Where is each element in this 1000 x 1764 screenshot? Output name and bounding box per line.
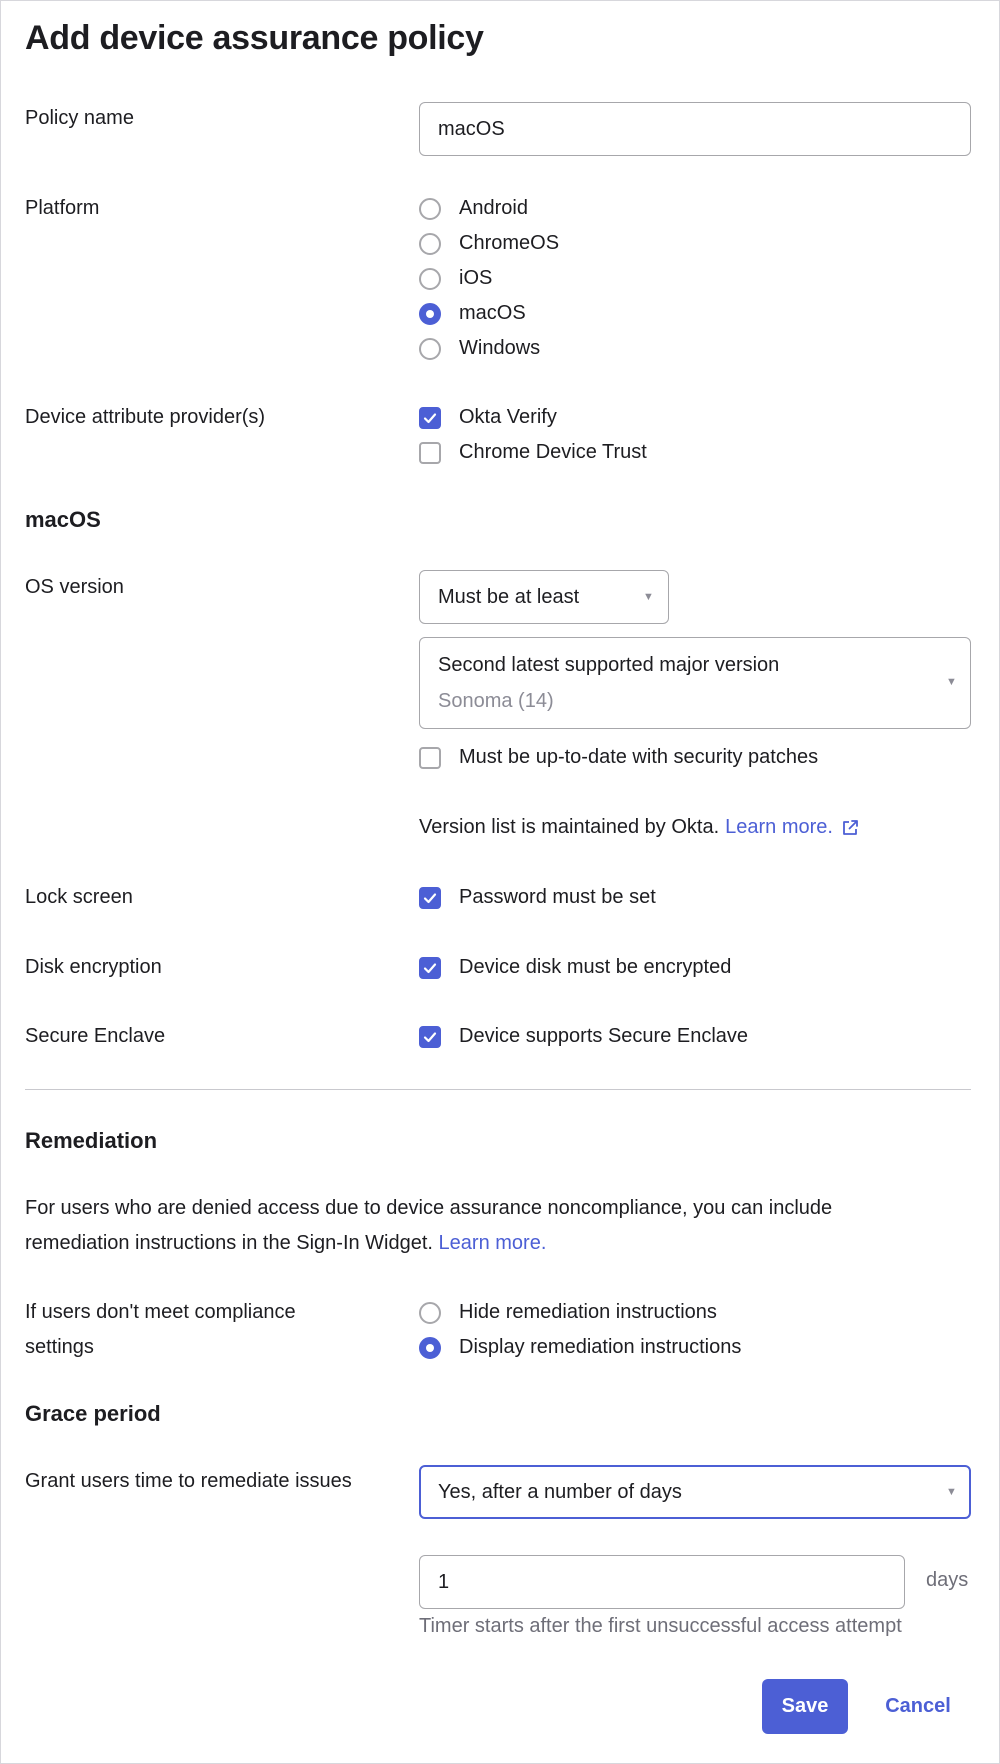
compliance-label-line1: If users don't meet compliance [25,1301,296,1323]
radio-button[interactable] [419,1302,441,1324]
checkbox-checked[interactable] [419,887,441,909]
secure-enclave-option[interactable] [419,1019,748,1054]
checkbox-checked[interactable] [419,957,441,979]
secure-enclave-option-label: Device supports Secure Enclave [459,1025,749,1047]
checkbox[interactable] [419,747,441,769]
radio-button-selected[interactable] [419,303,441,325]
radio-button[interactable] [419,233,441,255]
save-button[interactable]: Save [762,1679,848,1734]
checkbox[interactable] [419,442,441,464]
platform-option-ios[interactable] [419,261,492,296]
disk-encryption-option[interactable] [419,950,731,985]
grace-days-unit: days [926,1569,969,1591]
os-version-title: Second latest supported major version [438,654,780,676]
os-version-subtitle: Sonoma (14) [438,690,554,712]
radio-button[interactable] [419,268,441,290]
provider-label: Okta Verify [459,406,557,428]
grace-days-input[interactable] [419,1555,905,1609]
grace-period-hint: Timer starts after the first unsuccessful access attempt [419,1615,902,1637]
remediation-description-line2: remediation instructions in the Sign-In Widget. [25,1232,433,1254]
platform-option-windows[interactable] [419,331,540,366]
policy-name-label: Policy name [25,107,134,129]
lock-screen-option-label: Password must be set [459,886,656,908]
section-divider [25,1089,971,1090]
grace-period-select[interactable] [419,1465,971,1519]
check-icon [423,891,437,905]
check-icon [423,961,437,975]
security-patches-option[interactable] [419,740,818,775]
remediation-description-line2-wrap [25,1226,546,1261]
checkbox-checked[interactable] [419,1026,441,1048]
providers-label: Device attribute provider(s) [25,406,266,428]
policy-name-input[interactable] [419,102,971,156]
caret-down-icon: ▼ [643,591,654,603]
remediation-option-label: Hide remediation instructions [459,1301,717,1323]
version-note-text: Version list is maintained by Okta. [419,816,720,838]
caret-down-icon: ▼ [946,1486,957,1498]
version-note [419,810,859,845]
provider-okta-verify[interactable] [419,400,557,435]
platform-option-label: Android [459,197,528,219]
platform-option-label: Windows [459,337,541,359]
cancel-button[interactable]: Cancel [875,1679,961,1734]
remediation-option-hide[interactable] [419,1295,717,1330]
grace-period-heading: Grace period [25,1401,161,1426]
grace-period-label: Grant users time to remediate issues [25,1470,352,1492]
lock-screen-option[interactable] [419,880,656,915]
external-link-icon[interactable] [841,819,859,837]
check-icon [423,1030,437,1044]
platform-option-label: iOS [459,267,493,289]
radio-button[interactable] [419,198,441,220]
remediation-description-line1: For users who are denied access due to device assurance noncompliance, you can include [25,1197,833,1219]
os-version-label: OS version [25,576,124,598]
radio-button[interactable] [419,338,441,360]
os-version-select[interactable] [419,637,971,729]
check-icon [423,411,437,425]
grace-days-value: 1 [438,1571,450,1593]
provider-label: Chrome Device Trust [459,441,647,463]
platform-option-android[interactable] [419,191,528,226]
grace-period-value: Yes, after a number of days [438,1481,682,1503]
remediation-learn-more-link[interactable]: Learn more. [438,1232,547,1254]
macos-section-heading: macOS [25,507,101,532]
policy-name-value: macOS [438,118,505,140]
platform-option-label: ChromeOS [459,232,560,254]
learn-more-link[interactable]: Learn more. [725,816,833,838]
secure-enclave-label: Secure Enclave [25,1025,166,1047]
security-patches-label: Must be up-to-date with security patches [459,746,819,768]
page-title: Add device assurance policy [25,19,484,57]
disk-encryption-label: Disk encryption [25,956,162,978]
remediation-option-label: Display remediation instructions [459,1336,742,1358]
platform-option-label: macOS [459,302,526,324]
radio-button-selected[interactable] [419,1337,441,1359]
checkbox-checked[interactable] [419,407,441,429]
remediation-option-display[interactable] [419,1330,741,1365]
platform-label: Platform [25,197,100,219]
lock-screen-label: Lock screen [25,886,133,908]
platform-option-chromeos[interactable] [419,226,559,261]
platform-option-macos[interactable] [419,296,526,331]
os-version-operator-value: Must be at least [438,586,580,608]
remediation-heading: Remediation [25,1128,158,1153]
provider-chrome-device-trust[interactable] [419,435,647,470]
os-version-operator-select[interactable] [419,570,669,624]
disk-encryption-option-label: Device disk must be encrypted [459,956,732,978]
compliance-label-line2: settings [25,1336,94,1358]
caret-down-icon: ▼ [946,676,957,688]
